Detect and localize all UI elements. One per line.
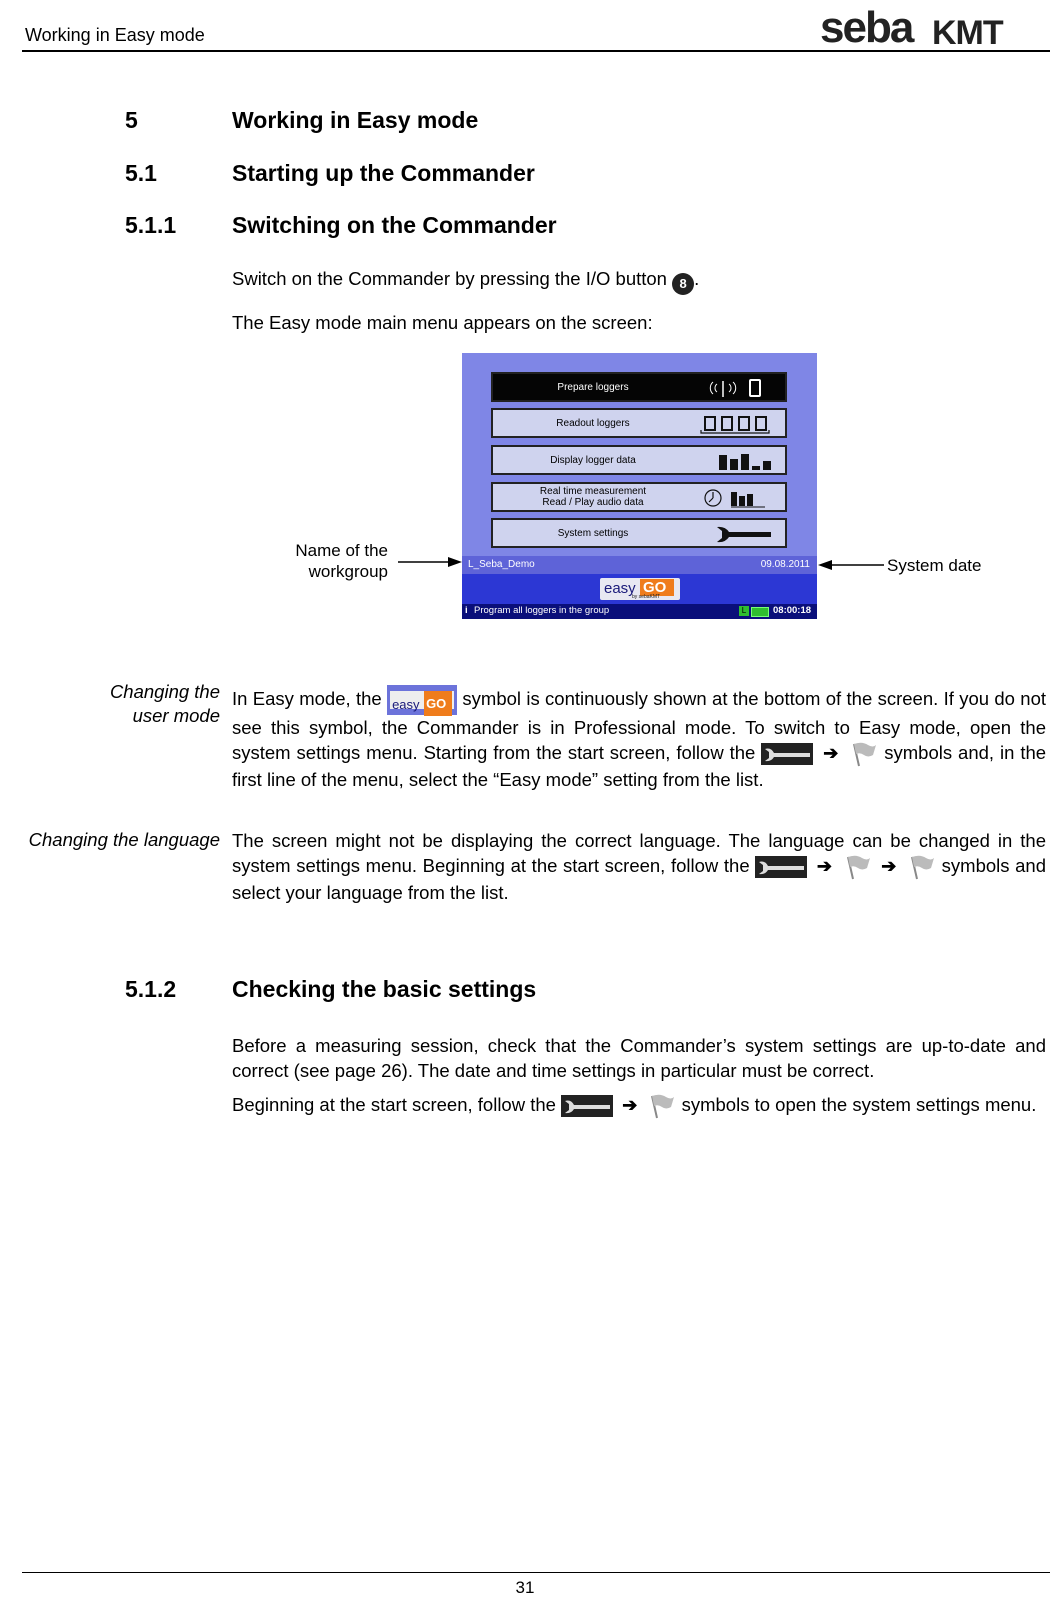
menu-readout-loggers[interactable]: Readout loggers	[491, 408, 787, 438]
margin-note-user-mode: Changing the user mode	[109, 681, 220, 726]
heading-5: 5 Working in Easy mode	[125, 107, 479, 133]
battery-icon	[751, 607, 769, 617]
loggers-readout-icon	[695, 414, 775, 434]
workgroup-bar	[462, 556, 817, 574]
running-header: Working in Easy mode	[25, 25, 205, 45]
status-bar	[462, 604, 817, 619]
footer-rule	[22, 1572, 1050, 1573]
menu-real-time-measurement[interactable]: Real time measurement Read / Play audio data	[491, 482, 787, 512]
clock-chart-icon	[695, 488, 775, 508]
paragraph-language: The screen might not be displaying the correct language. The language can be changed in the system settings menu. Beginning at the start screen, follow the ➔ ➔ symbols and select your language from the list.	[232, 830, 1047, 904]
info-icon: i	[465, 605, 468, 616]
menu-system-settings[interactable]: System settings	[491, 518, 787, 548]
paragraph-main-menu: The Easy mode main menu appears on the screen:	[232, 312, 653, 333]
arrow-icon: ➔	[816, 856, 832, 876]
header-rule	[22, 50, 1050, 52]
annotation-system-date: System date	[887, 556, 982, 575]
easygo-logo: easy GO by sebaKMT	[600, 578, 680, 600]
paragraph-switch-on: Switch on the Commander by pressing the I/O button 8 .	[232, 266, 1046, 295]
margin-note-language: Changing the language	[28, 829, 220, 850]
paragraph-open-settings: Beginning at the start screen, follow the ➔ symbols to open the system settings menu.	[232, 1092, 1046, 1119]
flag-icon	[646, 1093, 676, 1119]
battery-mode-badge: L	[739, 606, 749, 616]
heading-5-1-2: 5.1.2 Checking the basic settings	[125, 976, 537, 1002]
menu-display-logger-data[interactable]: Display logger data	[491, 445, 787, 475]
flag-icon	[848, 741, 878, 767]
wrench-icon	[695, 524, 775, 544]
wrench-icon	[755, 856, 807, 878]
radio-logger-icon	[695, 378, 775, 398]
heading-5-1-1: 5.1.1 Switching on the Commander	[125, 212, 557, 238]
arrow-icon: ➔	[881, 856, 897, 876]
page-number: 31	[515, 1578, 535, 1597]
annotation-workgroup: Name of the workgroup	[295, 541, 388, 581]
wrench-icon	[561, 1095, 613, 1117]
svg-text:seba: seba	[820, 6, 913, 48]
wrench-icon	[761, 743, 813, 765]
easygo-icon: easy GO	[387, 685, 457, 715]
easygo-bar	[462, 574, 817, 604]
status-message: Program all loggers in the group	[474, 605, 610, 616]
paragraph-user-mode: In Easy mode, the easy GO symbol is continuously shown at the bottom of the screen. If you do not see this symbol, the Commander is in Professional mode. To switch to Easy mode, open the system settings menu. Starting from the start screen, follow the ➔ symbols and, in the first line of the menu, select the “Easy mode” setting from the list.	[232, 685, 1046, 792]
heading-5-1: 5.1 Starting up the Commander	[125, 160, 535, 186]
menu-prepare-loggers[interactable]: Prepare loggers	[491, 372, 787, 402]
arrow-icon: ➔	[622, 1095, 638, 1115]
commander-screen	[462, 353, 817, 619]
arrow-icon: ➔	[823, 743, 839, 763]
io-button-number-badge: 8	[672, 273, 694, 295]
system-date: 09.08.2011	[760, 559, 810, 570]
bar-chart-icon	[695, 451, 775, 471]
status-time: 08:00:18	[773, 605, 812, 616]
annotation-arrow-left	[818, 559, 884, 571]
sebakmt-logo	[820, 6, 1048, 48]
svg-text:KMT: KMT	[932, 14, 1003, 48]
annotation-arrow-right	[398, 556, 462, 568]
paragraph-basic-settings: Before a measuring session, check that the Commander’s system settings are up-to-date and correct (see page 26). The date and time settings in particular must be correct.	[232, 1035, 1046, 1081]
flag-icon	[906, 854, 936, 880]
workgroup-name: L_Seba_Demo	[468, 559, 535, 570]
flag-icon	[842, 854, 872, 880]
